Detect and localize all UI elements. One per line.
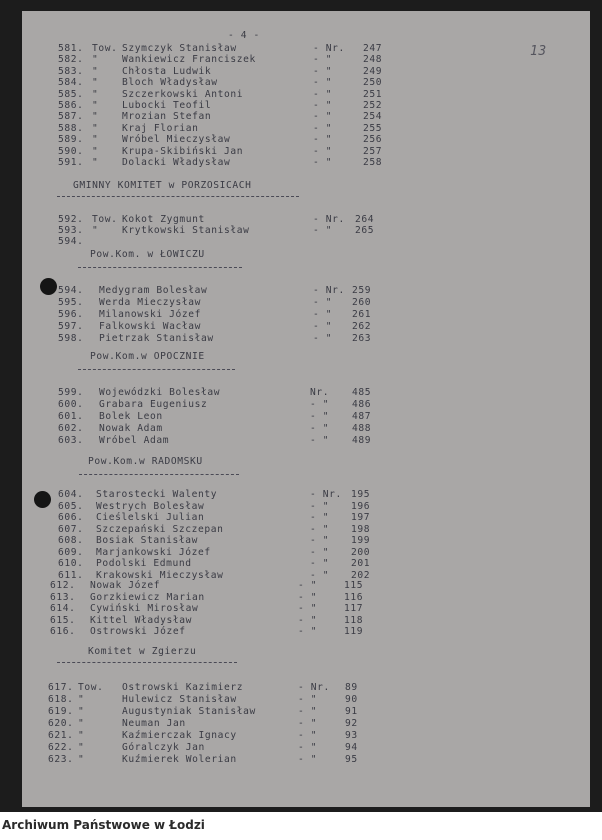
- entry-value: 486: [352, 399, 372, 410]
- entry-number: 611.: [58, 569, 84, 581]
- entry-value: 488: [352, 423, 372, 434]
- entry-number: 613.: [50, 591, 76, 603]
- entry-name: Podolski Edmund: [96, 558, 192, 569]
- entry-name: Mrozian Stefan: [122, 111, 212, 123]
- entry-value: 257: [363, 145, 383, 157]
- entry-number: 594.: [58, 285, 84, 296]
- entry-name: Cywiński Mirosław: [90, 603, 199, 614]
- entry-number: 615.: [50, 614, 76, 626]
- entry-number: 589.: [58, 134, 84, 146]
- entry-title: ": [92, 157, 99, 168]
- entry-number: 607.: [58, 523, 84, 535]
- entry-marker: - ": [313, 54, 333, 66]
- entry-name: Szczepański Szczepan: [96, 523, 224, 535]
- entry-value: 260: [352, 297, 372, 308]
- entry-marker: Nr.: [310, 387, 330, 398]
- entry-name: Marjankowski Józef: [96, 546, 211, 558]
- entry-title: ": [78, 694, 85, 705]
- entry-marker: - ": [313, 111, 333, 123]
- entry-value: 256: [363, 134, 383, 146]
- archive-footer: [0, 812, 602, 840]
- entry-marker: - ": [313, 297, 333, 308]
- page-number: - 4 -: [228, 30, 260, 41]
- entry-title: ": [92, 77, 99, 89]
- entry-marker: - ": [298, 718, 318, 729]
- entry-value: 90: [345, 694, 358, 705]
- entry-name: Gorzkiewicz Marian: [90, 591, 205, 603]
- entry-marker: - ": [298, 694, 318, 705]
- entry-value: 251: [363, 88, 383, 100]
- entry-title: ": [92, 111, 99, 123]
- entry-marker: - ": [310, 535, 330, 546]
- entry-number: 602.: [58, 423, 84, 434]
- section-underline: [79, 474, 239, 475]
- entry-value: 89: [345, 682, 358, 693]
- entry-number: 623.: [48, 754, 74, 765]
- entry-marker: - Nr.: [313, 285, 345, 296]
- document-sheet: [22, 11, 590, 807]
- entry-name: Krupa-Skibiński Jan: [122, 145, 244, 157]
- entry-title: Tow.: [92, 214, 118, 225]
- entry-value: 264: [355, 214, 375, 225]
- entry-value: 195: [351, 489, 371, 500]
- entry-number: 605.: [58, 500, 84, 512]
- entry-name: Krytkowski Stanisław: [122, 225, 250, 236]
- entry-title: ": [92, 122, 99, 134]
- entry-marker: - ": [313, 309, 333, 320]
- entry-value: 258: [363, 157, 383, 168]
- entry-name: Neuman Jan: [122, 718, 186, 729]
- entry-value: 487: [352, 411, 372, 422]
- entry-number: 609.: [58, 546, 84, 558]
- entry-number: 603.: [58, 435, 84, 446]
- entry-marker: - ": [298, 742, 318, 753]
- entry-value: 249: [363, 65, 383, 77]
- entry-title: ": [78, 730, 85, 741]
- punch-hole-bottom: [34, 491, 51, 508]
- entry-marker: - Nr.: [310, 489, 342, 500]
- entry-title: ": [92, 225, 99, 236]
- entry-value: 117: [344, 603, 364, 614]
- entry-value: 198: [351, 523, 371, 535]
- entry-name: Chłosta Ludwik: [122, 65, 212, 77]
- entry-number: 596.: [58, 309, 84, 320]
- entry-number: 604.: [58, 489, 84, 500]
- entry-number: 618.: [48, 694, 74, 705]
- entry-number: 600.: [58, 399, 84, 410]
- entry-name: Wróbel Mieczysław: [122, 134, 231, 146]
- entry-marker: - ": [313, 134, 333, 146]
- entry-number: 591.: [58, 157, 84, 168]
- entry-name: Kraj Florian: [122, 122, 199, 134]
- entry-marker: - ": [298, 580, 318, 591]
- entry-number: 616.: [50, 626, 76, 637]
- entry-marker: - ": [310, 411, 330, 422]
- entry-marker: - ": [313, 100, 333, 111]
- entry-value: 252: [363, 100, 383, 111]
- entry-number: 595.: [58, 297, 84, 308]
- entry-marker: - ": [313, 225, 333, 236]
- entry-name: Grabara Eugeniusz: [99, 399, 208, 410]
- entry-marker: - ": [298, 754, 318, 765]
- entry-name: Ostrowski Józef: [90, 626, 186, 637]
- entry-number: 587.: [58, 111, 84, 123]
- entry-marker: - ": [310, 546, 330, 558]
- entry-marker: - ": [298, 706, 318, 717]
- entry-name: Lubocki Teofil: [122, 100, 212, 111]
- entry-marker: - Nr.: [298, 682, 330, 693]
- section-heading: GMINNY KOMITET w PORZOSICACH: [73, 180, 252, 191]
- entry-number: 594.: [58, 236, 84, 247]
- entry-title: Tow.: [78, 682, 104, 693]
- entry-number: 610.: [58, 558, 84, 569]
- entry-number: 585.: [58, 88, 84, 100]
- entry-number: 621.: [48, 730, 74, 741]
- entry-name: Dolacki Władysław: [122, 157, 231, 168]
- entry-name: Wojewódzki Bolesław: [99, 387, 221, 398]
- entry-number: 583.: [58, 65, 84, 77]
- entry-name: Werda Mieczysław: [99, 297, 202, 308]
- entry-value: 255: [363, 122, 383, 134]
- entry-marker: - ": [298, 626, 318, 637]
- entry-number: 597.: [58, 321, 84, 332]
- entry-title: ": [92, 145, 99, 157]
- entry-number: 601.: [58, 411, 84, 422]
- entry-title: Tow.: [92, 43, 118, 54]
- entry-marker: - ": [313, 77, 333, 89]
- entry-title: ": [92, 65, 99, 77]
- entry-value: 197: [351, 512, 371, 523]
- entry-marker: - ": [298, 591, 318, 603]
- entry-title: ": [78, 742, 85, 753]
- entry-name: Starostecki Walenty: [96, 489, 218, 500]
- entry-value: 115: [344, 580, 364, 591]
- entry-title: ": [78, 718, 85, 729]
- entry-number: 590.: [58, 145, 84, 157]
- entry-name: Kokot Zygmunt: [122, 214, 205, 225]
- entry-number: 592.: [58, 214, 84, 225]
- entry-name: Kaźmierczak Ignacy: [122, 730, 237, 741]
- entry-marker: - ": [310, 423, 330, 434]
- entry-name: Ostrowski Kazimierz: [122, 682, 244, 693]
- entry-marker: - ": [313, 333, 333, 344]
- entry-marker: - ": [298, 603, 318, 614]
- entry-marker: - ": [310, 558, 330, 569]
- entry-marker: - ": [310, 523, 330, 535]
- entry-value: 95: [345, 754, 358, 765]
- section-heading: Pow.Kom. w ŁOWICZU: [90, 249, 205, 260]
- entry-marker: - Nr.: [313, 43, 345, 54]
- entry-title: ": [92, 100, 99, 111]
- entry-title: ": [92, 134, 99, 146]
- entry-value: 116: [344, 591, 364, 603]
- section-underline: [78, 369, 235, 370]
- entry-marker: - ": [313, 321, 333, 332]
- entry-value: 248: [363, 54, 383, 66]
- entry-name: Hulewicz Stanisław: [122, 694, 237, 705]
- entry-value: 92: [345, 718, 358, 729]
- entry-value: 200: [351, 546, 371, 558]
- section-heading: Pow.Kom.w OPOCZNIE: [90, 351, 205, 362]
- entry-name: Augustyniak Stanisław: [122, 706, 256, 717]
- entry-name: Wróbel Adam: [99, 435, 170, 446]
- entry-number: 582.: [58, 54, 84, 66]
- entry-value: 202: [351, 569, 371, 581]
- entry-value: 261: [352, 309, 372, 320]
- entry-value: 250: [363, 77, 383, 89]
- entry-name: Kuźmierek Wolerian: [122, 754, 237, 765]
- entry-number: 622.: [48, 742, 74, 753]
- archive-name: Archiwum Państwowe w Łodzi: [2, 818, 205, 832]
- entry-marker: - ": [313, 122, 333, 134]
- entry-value: 263: [352, 333, 372, 344]
- entry-marker: - ": [310, 500, 330, 512]
- punch-hole-top: [40, 278, 57, 295]
- entry-number: 617.: [48, 682, 74, 693]
- entry-name: Bloch Władysław: [122, 77, 218, 89]
- entry-value: 254: [363, 111, 383, 123]
- entry-name: Medygram Bolesław: [99, 285, 208, 296]
- entry-name: Nowak Józef: [90, 580, 161, 591]
- entry-marker: - ": [298, 614, 318, 626]
- entry-marker: - ": [310, 569, 330, 581]
- entry-marker: - ": [313, 88, 333, 100]
- entry-number: 586.: [58, 100, 84, 111]
- entry-marker: - ": [313, 145, 333, 157]
- entry-number: 619.: [48, 706, 74, 717]
- entry-marker: - ": [313, 65, 333, 77]
- entry-name: Krakowski Mieczysław: [96, 569, 224, 581]
- entry-name: Szymczyk Stanisław: [122, 43, 237, 54]
- entry-title: ": [92, 54, 99, 66]
- entry-marker: - ": [310, 512, 330, 523]
- entry-marker: - Nr.: [313, 214, 345, 225]
- entry-marker: - ": [310, 399, 330, 410]
- entry-number: 588.: [58, 122, 84, 134]
- entry-value: 94: [345, 742, 358, 753]
- section-underline: [57, 662, 237, 663]
- section-underline: [78, 267, 242, 268]
- section-underline: [57, 196, 299, 197]
- entry-value: 119: [344, 626, 364, 637]
- entry-name: Bosiak Stanisław: [96, 535, 199, 546]
- entry-title: ": [78, 754, 85, 765]
- entry-marker: - ": [310, 435, 330, 446]
- entry-value: 91: [345, 706, 358, 717]
- entry-marker: - ": [313, 157, 333, 168]
- entry-number: 608.: [58, 535, 84, 546]
- entry-value: 201: [351, 558, 371, 569]
- entry-name: Bolek Leon: [99, 411, 163, 422]
- entry-title: ": [92, 88, 99, 100]
- entry-number: 598.: [58, 333, 84, 344]
- entry-name: Szczerkowski Antoni: [122, 88, 244, 100]
- entry-value: 259: [352, 285, 372, 296]
- entry-value: 489: [352, 435, 372, 446]
- entry-name: Falkowski Wacław: [99, 321, 202, 332]
- entry-number: 612.: [50, 580, 76, 591]
- entry-name: Pietrzak Stanisław: [99, 333, 214, 344]
- entry-value: 485: [352, 387, 372, 398]
- margin-note: 13: [530, 44, 547, 59]
- entry-name: Milanowski Józef: [99, 309, 202, 320]
- entry-number: 593.: [58, 225, 84, 236]
- entry-name: Westrych Bolesław: [96, 500, 205, 512]
- entry-name: Cieślelski Julian: [96, 512, 205, 523]
- entry-value: 247: [363, 43, 383, 54]
- entry-title: ": [78, 706, 85, 717]
- entry-value: 265: [355, 225, 375, 236]
- entry-number: 620.: [48, 718, 74, 729]
- entry-value: 93: [345, 730, 358, 741]
- entry-number: 606.: [58, 512, 84, 523]
- entry-name: Nowak Adam: [99, 423, 163, 434]
- entry-number: 581.: [58, 43, 84, 54]
- section-heading: Pow.Kom.w RADOMSKU: [88, 456, 203, 467]
- entry-number: 584.: [58, 77, 84, 89]
- entry-number: 599.: [58, 387, 84, 398]
- entry-value: 196: [351, 500, 371, 512]
- entry-value: 118: [344, 614, 364, 626]
- entry-name: Góralczyk Jan: [122, 742, 205, 753]
- entry-name: Kittel Władysław: [90, 614, 193, 626]
- entry-marker: - ": [298, 730, 318, 741]
- section-heading: Komitet w Zgierzu: [88, 646, 197, 657]
- entry-number: 614.: [50, 603, 76, 614]
- entry-value: 262: [352, 321, 372, 332]
- entry-value: 199: [351, 535, 371, 546]
- entry-name: Wankiewicz Franciszek: [122, 54, 256, 66]
